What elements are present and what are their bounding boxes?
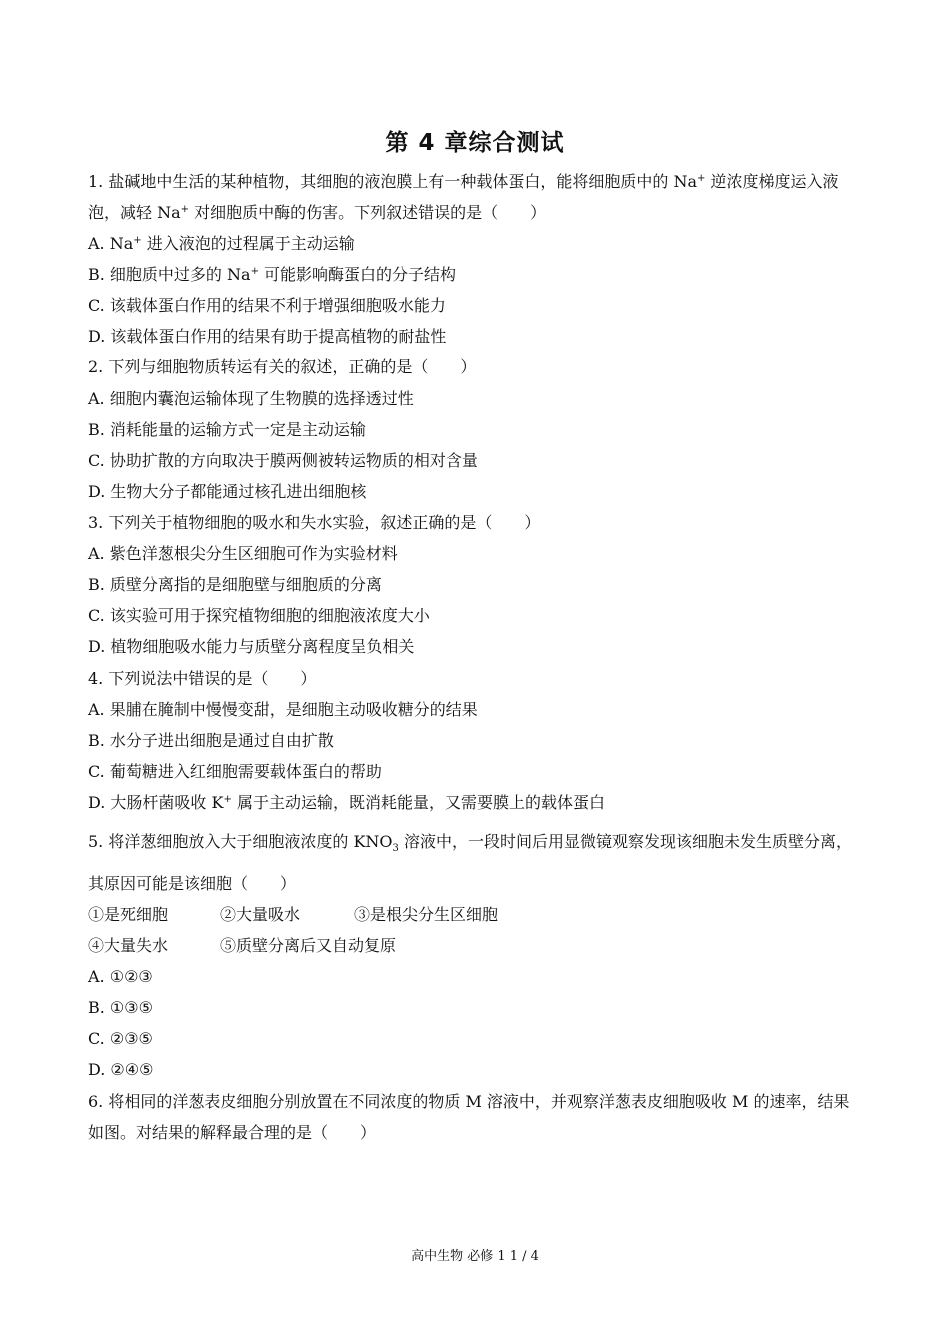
q3-option-a: A. 紫色洋葱根尖分生区细胞可作为实验材料 — [88, 544, 398, 563]
q1-option-b — [88, 265, 868, 285]
q4-stem: 4. 下列说法中错误的是（ ） — [88, 669, 317, 688]
statement-2: ②大量吸水 — [220, 905, 301, 924]
q6-stem-line-1: 6. 将相同的洋葱表皮细胞分别放置在不同浓度的物质 M 溶液中，并观察洋葱表皮细胞吸收 M 的速率，结果 — [88, 1092, 850, 1111]
statement-3: ③是根尖分生区细胞 — [354, 905, 499, 924]
q5-option-b: B. ①③⑤ — [88, 998, 153, 1017]
q2-stem: 2. 下列与细胞物质转运有关的叙述，正确的是（ ） — [88, 357, 477, 376]
q5-option-c: C. ②③⑤ — [88, 1029, 153, 1048]
statement-5: ⑤质壁分离后又自动复原 — [220, 936, 397, 955]
q1-stem-line-1 — [88, 172, 868, 192]
subscript: 3 — [392, 843, 399, 854]
statement-1: ①是死细胞 — [88, 905, 169, 924]
option-text: 属于主动运输，既消耗能量，又需要膜上的载体蛋白 — [231, 793, 605, 812]
q4-option-d — [88, 793, 868, 813]
q5-option-a: A. ①②③ — [88, 967, 153, 986]
q4-option-a: A. 果脯在腌制中慢慢变甜，是细胞主动吸收糖分的结果 — [88, 700, 478, 719]
q6-stem-line-2: 如图。对结果的解释最合理的是（ ） — [88, 1123, 377, 1142]
q2-option-d: D. 生物大分子都能通过核孔进出细胞核 — [88, 482, 367, 501]
q1-stem-line-2 — [88, 203, 868, 223]
q1-stem-text: 1. 盐碱地中生活的某种植物，其细胞的液泡膜上有一种载体蛋白，能将细胞质中的 Na — [88, 172, 697, 191]
superscript: + — [133, 235, 142, 246]
option-text: A. Na — [88, 234, 134, 253]
q1-option-d: D. 该载体蛋白作用的结果有助于提高植物的耐盐性 — [88, 327, 447, 346]
superscript: + — [180, 204, 190, 215]
superscript: + — [696, 173, 706, 184]
option-text: 进入液泡的过程属于主动运输 — [141, 234, 355, 253]
option-text: B. 细胞质中过多的 Na — [88, 265, 251, 284]
option-text: D. 大肠杆菌吸收 K — [88, 793, 224, 812]
q5-stem-text: 溶液中，一段时间后用显微镜观察发现该细胞未发生质壁分离， — [398, 832, 852, 851]
q4-option-c: C. 葡萄糖进入红细胞需要载体蛋白的帮助 — [88, 762, 382, 781]
q5-statements-row-2 — [88, 936, 868, 956]
q5-stem-text: 5. 将洋葱细胞放入大于细胞液浓度的 KNO — [88, 832, 393, 851]
q3-option-d: D. 植物细胞吸水能力与质壁分离程度呈负相关 — [88, 637, 415, 656]
q5-statements-row-1 — [88, 905, 868, 925]
q1-option-c: C. 该载体蛋白作用的结果不利于增强细胞吸水能力 — [88, 296, 446, 315]
q1-stem-text: 逆浓度梯度运入液 — [705, 172, 839, 191]
q1-stem-text: 对细胞质中酶的伤害。下列叙述错误的是（ ） — [189, 203, 547, 222]
q5-option-d: D. ②④⑤ — [88, 1060, 154, 1079]
superscript: + — [223, 794, 232, 805]
q1-stem-text: 泡，减轻 Na — [88, 203, 181, 222]
q3-stem: 3. 下列关于植物细胞的吸水和失水实验，叙述正确的是（ ） — [88, 513, 541, 532]
q3-option-c: C. 该实验可用于探究植物细胞的细胞液浓度大小 — [88, 606, 430, 625]
option-text: 可能影响酶蛋白的分子结构 — [258, 265, 457, 284]
statement-4: ④大量失水 — [88, 936, 169, 955]
q3-option-b: B. 质壁分离指的是细胞壁与细胞质的分离 — [88, 575, 382, 594]
q2-option-c: C. 协助扩散的方向取决于膜两侧被转运物质的相对含量 — [88, 451, 478, 470]
page-footer: 高中生物 必修 1 1 / 4 — [411, 1249, 539, 1264]
q2-option-a: A. 细胞内囊泡运输体现了生物膜的选择透过性 — [88, 389, 414, 408]
page-title: 第 4 章综合测试 — [385, 130, 565, 156]
q4-option-b: B. 水分子进出细胞是通过自由扩散 — [88, 731, 334, 750]
q5-stem-line-2: 其原因可能是该细胞（ ） — [88, 874, 297, 893]
q1-option-a — [88, 234, 868, 254]
superscript: + — [250, 266, 259, 277]
q2-option-b: B. 消耗能量的运输方式一定是主动运输 — [88, 420, 366, 439]
q5-stem-line-1 — [88, 832, 868, 852]
